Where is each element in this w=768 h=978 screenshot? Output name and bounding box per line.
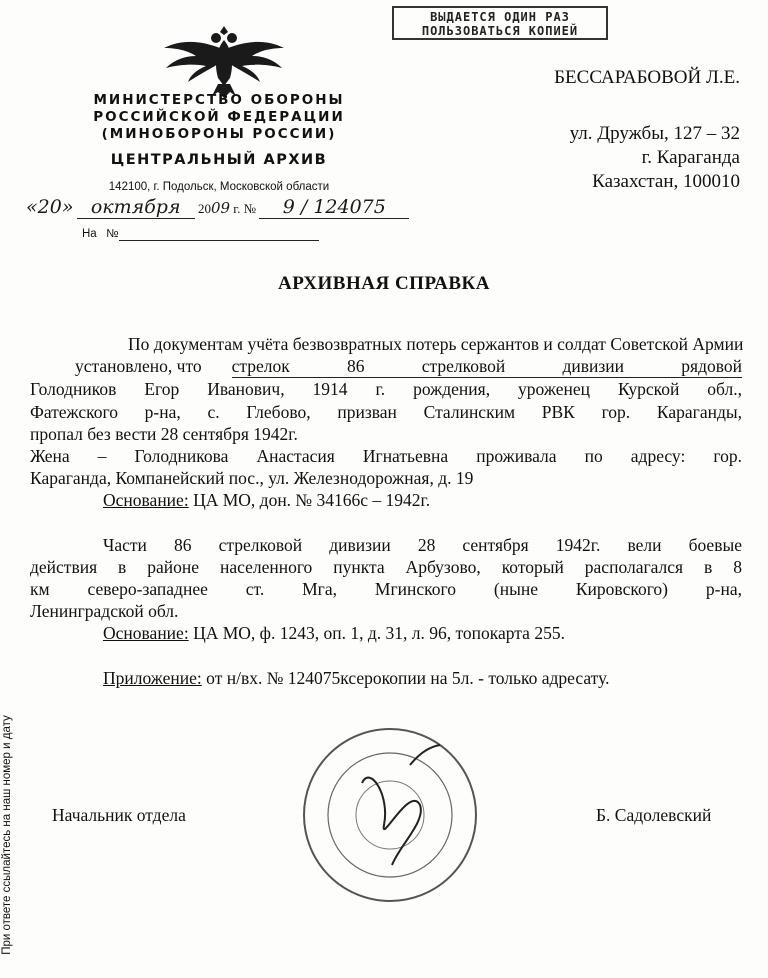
attachment-text: от н/вх. № 124075ксерокопии на 5л. - только адресату. bbox=[201, 667, 610, 688]
recipient-country: Казахстан, 100010 bbox=[592, 171, 740, 192]
archive-name: ЦЕНТРАЛЬНЫЙ АРХИВ bbox=[110, 152, 328, 168]
attachment-label: Приложение: bbox=[103, 667, 202, 688]
ministry-line1: МИНИСТЕРСТВО ОБОРОНЫ bbox=[93, 92, 345, 108]
basis-1 bbox=[30, 489, 742, 511]
body-line5: пропал без вести 28 сентября 1942г. bbox=[30, 423, 298, 444]
eagle-emblem-icon bbox=[160, 20, 288, 100]
archive-address: 142100, г. Подольск, Московской области bbox=[108, 181, 330, 193]
para2-line1: Части 86 стрелковой дивизии 28 сентября 1942г. вели боевые bbox=[103, 534, 742, 555]
established-fill: стрелок 86 стрелковой дивизии рядовой bbox=[232, 355, 742, 378]
date-number-line: «20» октября 2009 г. № 9 / 124075 bbox=[26, 196, 446, 224]
recipient-city: г. Караганда bbox=[641, 147, 740, 168]
basis-2 bbox=[30, 622, 742, 644]
date-year-prefix: 20 bbox=[197, 201, 211, 216]
established-prefix: установлено, что bbox=[75, 356, 202, 377]
attachment bbox=[30, 667, 742, 689]
para2-line4: Ленинградской обл. bbox=[30, 601, 179, 622]
basis-2-label: Основание: bbox=[103, 623, 189, 644]
body-line7: Караганда, Компанейский пос., ул. Железнодорожная, д. 19 bbox=[30, 468, 474, 489]
para2-line3: км северо-западнее ст. Мга, Мгинского (ныне Кировского) р-на, bbox=[30, 579, 742, 600]
date-month: октября bbox=[77, 196, 195, 219]
para2-line2: действия в районе населенного пункта Арбузово, который располагался в 8 bbox=[30, 556, 742, 577]
na-label: На bbox=[82, 228, 97, 240]
side-note bbox=[1, 700, 15, 970]
ministry-line3: (МИНОБОРОНЫ РОССИИ) bbox=[101, 126, 337, 142]
body-line6: Жена – Голодникова Анастасия Игнатьевна проживала по адресу: гор. bbox=[30, 446, 742, 467]
body-established bbox=[30, 355, 742, 378]
body-intro: По документам учёта безвозвратных потерь сержантов и солдат Советской Армии bbox=[128, 334, 744, 354]
na-no-label: № bbox=[106, 228, 119, 240]
body-line3: Голодников Егор Иванович, 1914 г. рождения, уроженец Курской обл., bbox=[30, 379, 742, 400]
basis-1-label: Основание: bbox=[103, 490, 189, 511]
ministry-name bbox=[60, 92, 378, 143]
document-title: АРХИВНАЯ СПРАВКА bbox=[277, 273, 491, 294]
copy-stamp bbox=[392, 6, 608, 40]
date-year-suffix: 09 bbox=[210, 199, 231, 217]
year-label: г. № bbox=[233, 201, 257, 216]
side-note-text: При ответе ссылайтесь на наш номер и дату bbox=[1, 715, 13, 955]
document-body bbox=[30, 333, 742, 689]
signatory-position: Начальник отдела bbox=[52, 805, 186, 825]
document-number: 9 / 124075 bbox=[259, 196, 409, 219]
recipient-name: БЕССАРАБОВОЙ Л.Е. bbox=[554, 67, 740, 88]
basis-2-text: ЦА МО, ф. 1243, оп. 1, д. 31, л. 96, топокарта 255. bbox=[188, 623, 565, 644]
recipient-block bbox=[530, 66, 740, 194]
copy-stamp-line2: ПОЛЬЗОВАТЬСЯ КОПИЕЙ bbox=[421, 24, 579, 38]
round-seal-icon bbox=[300, 725, 480, 905]
body-line4: Фатежского р-на, с. Глебово, призван Сталинским РВК гор. Караганды, bbox=[30, 401, 742, 422]
copy-stamp-line1: ВЫДАЕТСЯ ОДИН РАЗ bbox=[430, 10, 570, 24]
recipient-street: ул. Дружбы, 127 – 32 bbox=[569, 123, 740, 144]
reference-line bbox=[82, 228, 342, 241]
basis-1-text: ЦА МО, дон. № 34166с – 1942г. bbox=[188, 490, 431, 511]
signatory-name: Б. Садолевский bbox=[596, 805, 712, 825]
ministry-line2: РОССИЙСКОЙ ФЕДЕРАЦИИ bbox=[93, 109, 345, 125]
date-day: 20 bbox=[37, 196, 62, 218]
